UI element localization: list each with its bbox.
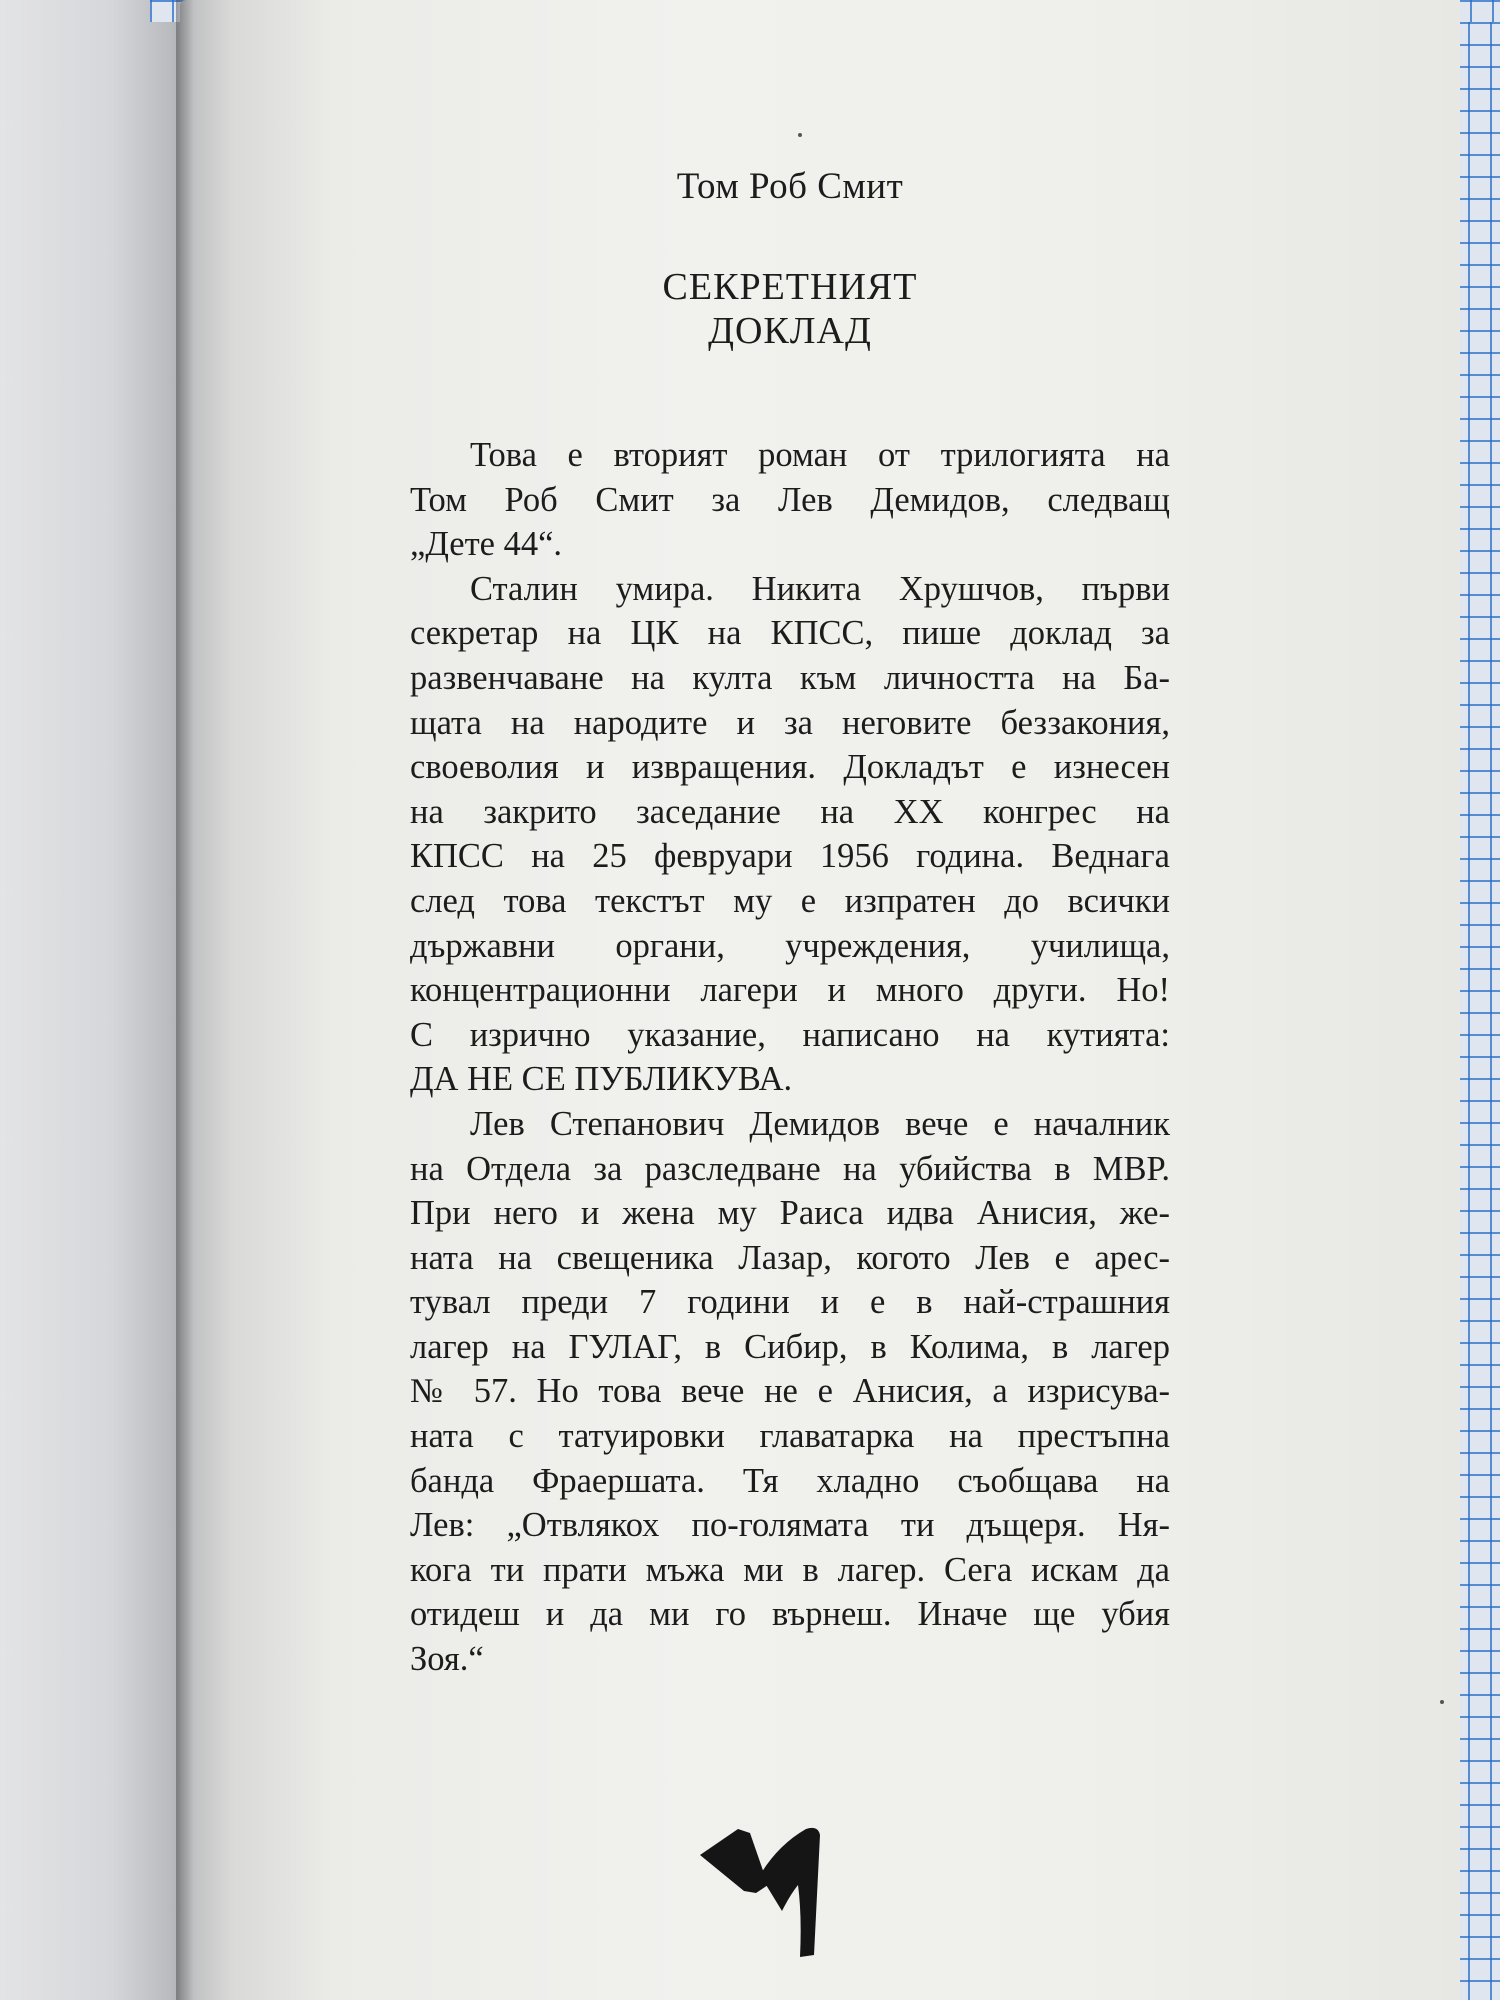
text-line: концентрационни лагери и много други. Но! (410, 971, 1170, 1010)
text-line: тувал преди 7 години и е в най-страшния (410, 1283, 1170, 1322)
book-title-line: ДОКЛАД (708, 310, 872, 352)
text-line: на Отдела за разследване на убийства в МВР. (410, 1149, 1170, 1188)
text-line: Том Роб Смит за Лев Демидов, следващ (410, 480, 1170, 519)
text-line: банда Фраершата. Тя хладно съобщава на (410, 1461, 1170, 1500)
text-line: кога ти прати мъжа ми в лагер. Сега искам да (410, 1550, 1170, 1589)
left-page (0, 0, 200, 2000)
book-title (410, 265, 1170, 353)
text-line: КПСС на 25 февруари 1956 година. Веднага (410, 837, 1170, 876)
text-line: лагер на ГУЛАГ, в Сибир, в Колима, в лагер (410, 1327, 1170, 1366)
text-line: ната на свещеника Лазар, когото Лев е арес- (410, 1238, 1170, 1277)
text-line: С изрично указание, написано на кутията: (410, 1015, 1170, 1054)
paper-speck (1440, 1700, 1444, 1704)
text-line: щата на народите и за неговите беззакония, (410, 703, 1170, 742)
book-title-line: СЕКРЕТНИЯТ (662, 266, 918, 308)
paper-speck (798, 133, 802, 137)
text-line: държавни органи, учреждения, училища, (410, 926, 1170, 965)
text-line: Сталин умира. Никита Хрушчов, първи (470, 569, 1170, 608)
text-line: отидеш и да ми го върнеш. Иначе ще убия (410, 1595, 1170, 1634)
text-line: При него и жена му Раиса идва Анисия, же- (410, 1194, 1170, 1233)
page-gutter-shadow (176, 0, 194, 2000)
text-line: Лев Степанович Демидов вече е началник (470, 1104, 1170, 1143)
text-line: ната с татуировки главатарка на престъпна (410, 1417, 1170, 1456)
text-line: развенчаване на култа към личността на Ба- (410, 658, 1170, 697)
blurb-text (410, 433, 1170, 1682)
text-line: Зоя.“ (410, 1640, 484, 1679)
text-line: секретар на ЦК на КПСС, пише доклад за (410, 614, 1170, 653)
book-content (410, 165, 1170, 1682)
text-line: своеволия и извращения. Докладът е изнесен (410, 748, 1170, 787)
author-name: Том Роб Смит (676, 166, 904, 207)
publisher-logo-icon (698, 1815, 848, 1965)
text-line: ДА НЕ СЕ ПУБЛИКУВА. (410, 1060, 793, 1099)
text-line: Лев: „Отвлякох по-голямата ти дъщеря. Ня- (410, 1506, 1170, 1545)
text-line: на закрито заседание на XX конгрес на (410, 792, 1170, 831)
text-line: „Дете 44“. (410, 525, 563, 564)
text-line: след това текстът му е изпратен до всички (410, 881, 1170, 920)
text-line: Това е вторият роман от трилогията на (470, 436, 1170, 474)
text-line: № 57. Но това вече не е Анисия, а изрисува- (410, 1372, 1170, 1411)
